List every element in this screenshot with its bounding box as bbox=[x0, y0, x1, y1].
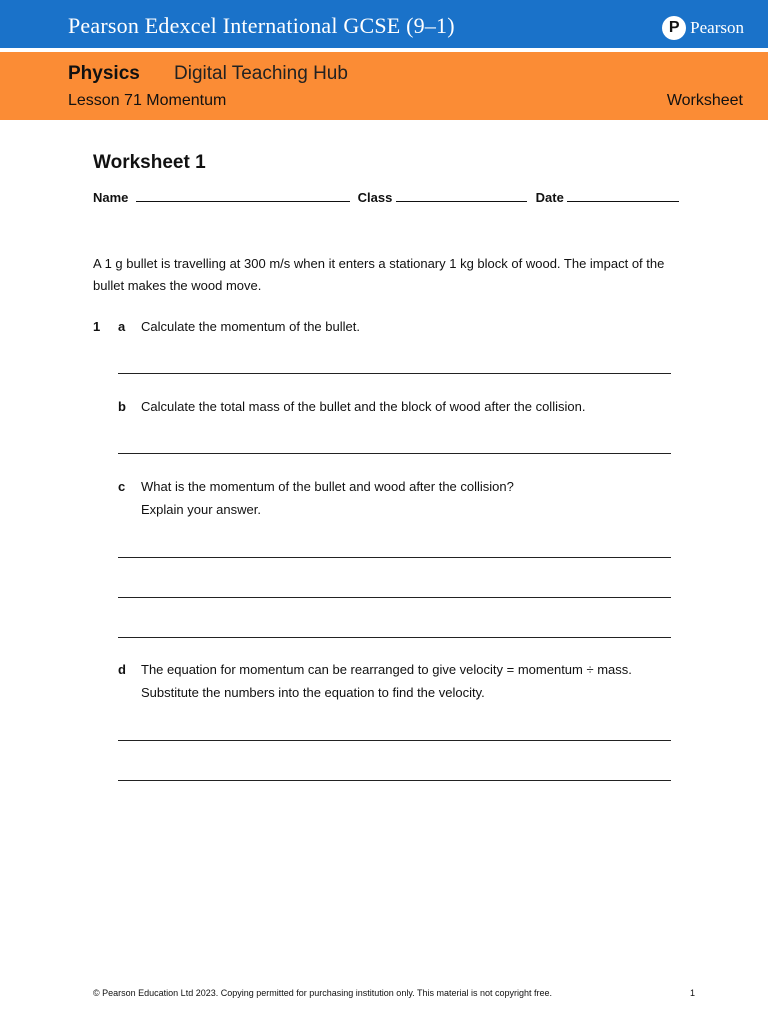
brand-name: Pearson bbox=[690, 18, 744, 37]
answer-line-d2[interactable] bbox=[118, 780, 671, 781]
question-a-letter: a bbox=[118, 319, 126, 334]
question-b-text: Calculate the total mass of the bullet and the block of wood after the collision. bbox=[141, 399, 586, 414]
answer-line-c3[interactable] bbox=[118, 637, 671, 638]
hub-label: Digital Teaching Hub bbox=[174, 63, 348, 84]
date-label: Date bbox=[535, 190, 564, 205]
answer-line-c1[interactable] bbox=[118, 557, 671, 558]
page-number: 1 bbox=[690, 988, 696, 998]
name-label: Name bbox=[93, 190, 129, 205]
header-bar bbox=[0, 0, 768, 48]
subject-label: Physics bbox=[68, 63, 140, 84]
class-label: Class bbox=[357, 190, 393, 205]
class-field[interactable] bbox=[396, 189, 527, 202]
answer-line-c2[interactable] bbox=[118, 597, 671, 598]
worksheet-title: Worksheet 1 bbox=[93, 152, 206, 173]
answer-line-a[interactable] bbox=[118, 373, 671, 374]
subheader-bar bbox=[0, 52, 768, 120]
intro-text: A 1 g bullet is travelling at 300 m/s when it enters a stationary 1 kg block of wood. The impact of the bullet makes the wood move. bbox=[93, 256, 665, 293]
document-type-label: Worksheet bbox=[666, 92, 743, 109]
answer-line-d1[interactable] bbox=[118, 740, 671, 741]
question-d-letter: d bbox=[118, 662, 126, 677]
pearson-brand bbox=[662, 16, 744, 40]
name-field[interactable] bbox=[136, 189, 350, 202]
pearson-logo-icon: P bbox=[662, 16, 686, 40]
name-class-date-row bbox=[93, 189, 679, 205]
date-field[interactable] bbox=[567, 189, 679, 202]
question-c-line1: What is the momentum of the bullet and wood after the collision? bbox=[141, 479, 514, 494]
question-c-letter: c bbox=[118, 479, 126, 494]
copyright-footer: © Pearson Education Ltd 2023. Copying permitted for purchasing institution only. This material is not copyright free. bbox=[93, 988, 553, 998]
question-a-text: Calculate the momentum of the bullet. bbox=[141, 319, 360, 334]
question-c-line2: Explain your answer. bbox=[141, 502, 261, 517]
question-c-text bbox=[141, 475, 671, 521]
qualification-title: Pearson Edexcel International GCSE (9–1) bbox=[68, 13, 455, 38]
answer-line-b[interactable] bbox=[118, 453, 671, 454]
question-b-letter: b bbox=[118, 399, 126, 414]
question-d-text: The equation for momentum can be rearranged to give velocity = momentum ÷ mass. Substitute the numbers into the equation to find the velocity. bbox=[141, 662, 632, 700]
question-number: 1 bbox=[93, 319, 101, 334]
lesson-label: Lesson 71 Momentum bbox=[68, 92, 227, 109]
